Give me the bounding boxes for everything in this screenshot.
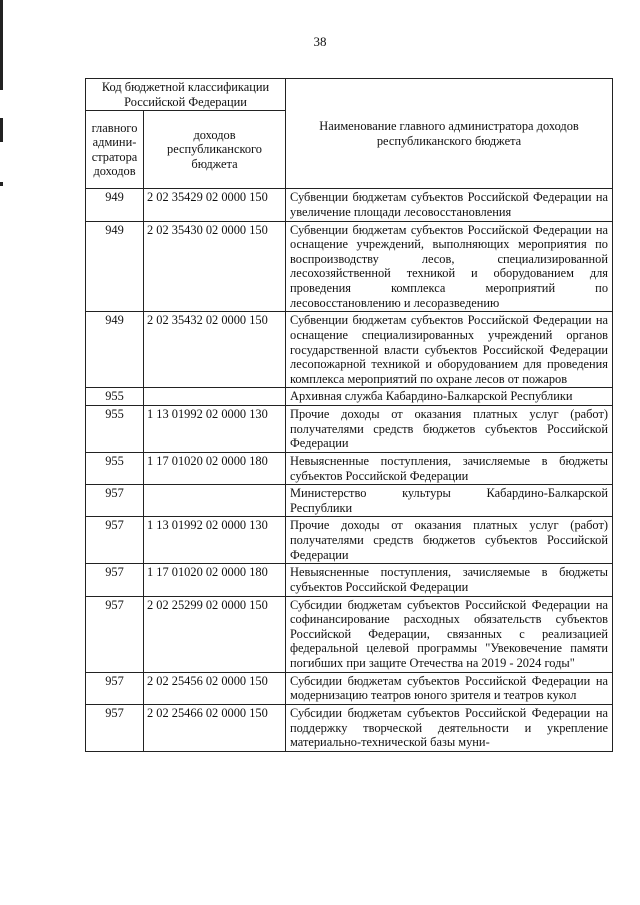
revenue-code-cell: 1 17 01020 02 0000 180 xyxy=(144,452,286,484)
revenue-name-cell: Субвенции бюджетам субъектов Российской Федерации на оснащение учреждений, выполняющих мероприятия по воспроизводству лесов, специализированной лесохозяйственной техникой и оборудованием для проведения комплекса мероприятий по лесовосстановлению и лесоразведению xyxy=(286,221,613,312)
table-row xyxy=(86,452,613,484)
table-row xyxy=(86,704,613,751)
table-row xyxy=(86,672,613,704)
admin-code-cell: 957 xyxy=(86,485,144,517)
admin-code-cell: 949 xyxy=(86,221,144,312)
revenue-name-cell: Субвенции бюджетам субъектов Российской Федерации на увеличение площади лесовосстановления xyxy=(286,189,613,221)
revenue-code-cell: 2 02 35432 02 0000 150 xyxy=(144,312,286,388)
header-group-title: Код бюджетной классификации Российской Федерации xyxy=(86,79,286,111)
budget-classification-table xyxy=(85,78,613,752)
table-row xyxy=(86,406,613,453)
table-row xyxy=(86,485,613,517)
table-body xyxy=(86,189,613,752)
revenue-name-cell: Невыясненные поступления, зачисляемые в бюджеты субъектов Российской Федерации xyxy=(286,452,613,484)
scan-edge-mark xyxy=(0,118,3,142)
header-name: Наименование главного администратора доходов республиканского бюджета xyxy=(286,79,613,189)
table-row xyxy=(86,388,613,406)
revenue-code-cell xyxy=(144,485,286,517)
revenue-name-cell: Невыясненные поступления, зачисляемые в бюджеты субъектов Российской Федерации xyxy=(286,564,613,596)
revenue-code-cell: 1 13 01992 02 0000 130 xyxy=(144,517,286,564)
revenue-code-cell xyxy=(144,388,286,406)
revenue-name-cell: Министерство культуры Кабардино-Балкарской Республики xyxy=(286,485,613,517)
table-row xyxy=(86,564,613,596)
scan-edge-mark xyxy=(0,182,3,186)
page-number: 38 xyxy=(313,34,327,49)
admin-code-cell: 955 xyxy=(86,406,144,453)
admin-code-cell: 955 xyxy=(86,452,144,484)
revenue-code-cell: 1 17 01020 02 0000 180 xyxy=(144,564,286,596)
table-header xyxy=(86,79,613,189)
header-admin: главного админи-стратора доходов xyxy=(86,111,144,189)
table-row xyxy=(86,189,613,221)
table-row xyxy=(86,596,613,672)
header-code: доходов республиканского бюджета xyxy=(144,111,286,189)
admin-code-cell: 949 xyxy=(86,189,144,221)
table-row xyxy=(86,221,613,312)
revenue-code-cell: 2 02 25299 02 0000 150 xyxy=(144,596,286,672)
revenue-code-cell: 2 02 25456 02 0000 150 xyxy=(144,672,286,704)
revenue-code-cell: 2 02 25466 02 0000 150 xyxy=(144,704,286,751)
revenue-name-cell: Субсидии бюджетам субъектов Российской Федерации на поддержку творческой деятельности и укрепление материально-технической базы муни- xyxy=(286,704,613,751)
admin-code-cell: 957 xyxy=(86,672,144,704)
table-row xyxy=(86,517,613,564)
admin-code-cell: 957 xyxy=(86,564,144,596)
admin-code-cell: 957 xyxy=(86,596,144,672)
admin-code-cell: 957 xyxy=(86,517,144,564)
revenue-code-cell: 2 02 35429 02 0000 150 xyxy=(144,189,286,221)
revenue-code-cell: 2 02 35430 02 0000 150 xyxy=(144,221,286,312)
revenue-name-cell: Прочие доходы от оказания платных услуг (работ) получателями средств бюджетов субъектов Российской Федерации xyxy=(286,406,613,453)
admin-code-cell: 955 xyxy=(86,388,144,406)
revenue-name-cell: Прочие доходы от оказания платных услуг (работ) получателями средств бюджетов субъектов Российской Федерации xyxy=(286,517,613,564)
revenue-name-cell: Субсидии бюджетам субъектов Российской Федерации на софинансирование расходных обязательств субъектов Российской Федерации, связанных с реализацией федеральной целевой программы "Увековечение памяти погибших при защите Отечества на 2019 - 2024 годы" xyxy=(286,596,613,672)
revenue-name-cell: Субсидии бюджетам субъектов Российской Федерации на модернизацию театров юного зрителя и театров кукол xyxy=(286,672,613,704)
revenue-name-cell: Архивная служба Кабардино-Балкарской Республики xyxy=(286,388,613,406)
admin-code-cell: 949 xyxy=(86,312,144,388)
table-row xyxy=(86,312,613,388)
revenue-name-cell: Субвенции бюджетам субъектов Российской Федерации на оснащение специализированных учреждений органов государственной власти субъектов Российской Федерации лесопожарной техникой и оборудованием для проведения комплекса мероприятий по охране лесов от пожаров xyxy=(286,312,613,388)
revenue-code-cell: 1 13 01992 02 0000 130 xyxy=(144,406,286,453)
admin-code-cell: 957 xyxy=(86,704,144,751)
